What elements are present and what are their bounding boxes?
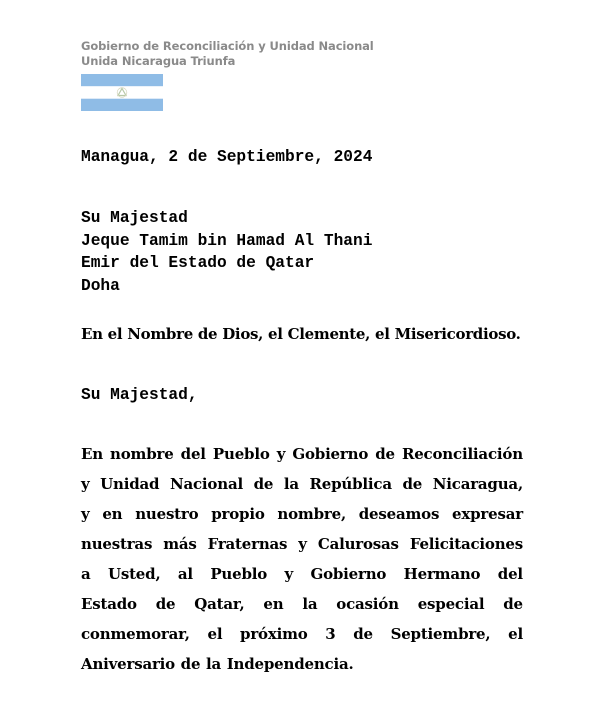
recipient-line-1: Su Majestad — [81, 209, 188, 227]
recipient-line-4: Doha — [81, 277, 120, 295]
body-word: más — [163, 535, 197, 553]
body-word: Nicaragua, — [432, 475, 523, 493]
body-word: y — [276, 445, 286, 463]
body-line — [81, 445, 523, 475]
invocation: En el Nombre de Dios, el Clemente, el Misericordioso. — [81, 325, 521, 343]
body-line — [81, 565, 523, 595]
letterhead-slogan: Unida Nicaragua Triunfa — [81, 54, 236, 68]
body-word: Aniversario — [81, 655, 175, 673]
body-word: Septiembre, — [390, 625, 491, 643]
body-word: Independencia. — [226, 655, 354, 673]
body-word: Pueblo — [210, 565, 268, 583]
body-word: de — [155, 595, 176, 613]
body-word: Felicitaciones — [409, 535, 523, 553]
body-word: próximo — [240, 625, 308, 643]
body-line — [81, 625, 523, 655]
body-word: Calurosas — [317, 535, 399, 553]
body-word: del — [497, 565, 523, 583]
letter-body — [81, 445, 523, 685]
letterhead-government-name: Gobierno de Reconciliación y Unidad Nacional — [81, 39, 374, 53]
body-word: Nacional — [169, 475, 243, 493]
body-word: propio — [211, 505, 265, 523]
body-word: el — [207, 625, 223, 643]
body-line — [81, 505, 523, 535]
body-word: 3 — [325, 625, 336, 643]
recipient-line-2: Jeque Tamim bin Hamad Al Thani — [81, 232, 373, 250]
body-word: de — [402, 475, 423, 493]
body-word: Fraternas — [207, 535, 288, 553]
nicaragua-flag-icon — [81, 74, 163, 111]
body-word: Unidad — [100, 475, 160, 493]
body-word: de — [503, 595, 523, 613]
body-word: la — [206, 655, 222, 673]
body-word: de — [253, 475, 274, 493]
body-word: Reconciliación — [401, 445, 523, 463]
body-line — [81, 655, 523, 685]
body-word: nuestro — [135, 505, 199, 523]
body-word: expresar — [452, 505, 523, 523]
recipient-line-3: Emir del Estado de Qatar — [81, 254, 315, 272]
body-word: Hermano — [403, 565, 481, 583]
body-word: a — [81, 565, 91, 583]
body-word: de — [353, 625, 373, 643]
body-word: deseamos — [358, 505, 440, 523]
body-word: Gobierno — [310, 565, 387, 583]
body-word: en — [102, 505, 123, 523]
body-word: y — [81, 475, 90, 493]
body-word: nombre — [110, 445, 174, 463]
salutation: Su Majestad, — [81, 386, 198, 404]
body-word: nombre, — [277, 505, 346, 523]
body-word: del — [180, 445, 206, 463]
body-word: y — [284, 565, 294, 583]
body-word: conmemorar, — [81, 625, 190, 643]
letterhead — [81, 39, 374, 69]
body-line — [81, 535, 523, 565]
place-and-date: Managua, 2 de Septiembre, 2024 — [81, 148, 373, 166]
body-word: República — [309, 475, 392, 493]
body-word: En — [81, 445, 103, 463]
body-line — [81, 595, 523, 625]
body-word: el — [508, 625, 523, 643]
body-line — [81, 475, 523, 505]
body-word: la — [302, 595, 318, 613]
body-word: ocasión — [336, 595, 399, 613]
body-word: Estado — [81, 595, 137, 613]
body-word: la — [283, 475, 299, 493]
body-word: en — [263, 595, 284, 613]
body-word: nuestras — [81, 535, 153, 553]
body-word: especial — [417, 595, 485, 613]
body-word: y — [298, 535, 307, 553]
body-word: de — [375, 445, 395, 463]
body-word: y — [81, 505, 90, 523]
body-word: Qatar, — [194, 595, 245, 613]
body-word: de — [180, 655, 201, 673]
body-word: al — [177, 565, 193, 583]
body-word: Usted, — [107, 565, 161, 583]
body-word: Gobierno — [292, 445, 369, 463]
body-word: Pueblo — [212, 445, 270, 463]
